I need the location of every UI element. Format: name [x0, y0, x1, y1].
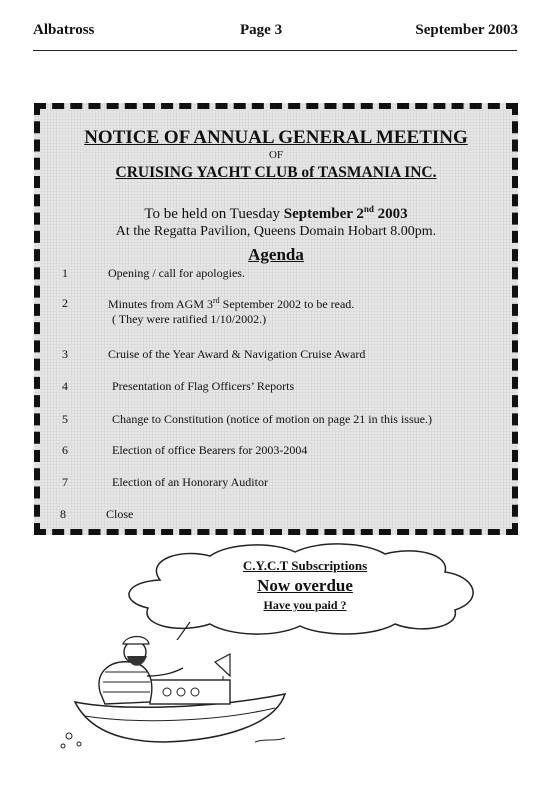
minutes-text-a: Minutes from AGM 3: [108, 297, 213, 311]
minutes-text-b: September 2002 to be read.: [219, 297, 355, 311]
overdue-text: Now overdue: [257, 576, 353, 595]
agenda-item-number: 8: [60, 507, 66, 521]
have-you-paid-text: Have you paid ?: [263, 598, 347, 612]
agenda-item-number: 3: [62, 347, 68, 361]
sailor-boat-illustration-icon: [55, 632, 315, 752]
held-year: 2003: [373, 206, 408, 222]
held-date-suffix: nd: [363, 204, 374, 214]
subscription-reminder: [200, 558, 410, 613]
agenda-item-text: Cruise of the Year Award & Navigation Cruise Award: [108, 347, 366, 361]
agenda-item-text: Close: [106, 507, 134, 521]
agenda-item-text: Change to Constitution (notice of motion on page 21 in this issue.): [112, 412, 432, 426]
club-name: CRUISING YACHT CLUB of TASMANIA INC.: [115, 164, 437, 181]
subscription-heading: C.Y.C.T Subscriptions: [242, 558, 368, 573]
agenda-item-number: 7: [62, 475, 68, 489]
publication-name: Albatross: [33, 22, 95, 38]
minutes-sup: rd: [213, 296, 220, 305]
agm-notice-box: [34, 103, 518, 535]
held-prefix: To be held on Tuesday: [144, 206, 284, 222]
meeting-venue: At the Regatta Pavilion, Queens Domain Hobart 8.00pm.: [115, 224, 437, 239]
header-divider: [33, 50, 517, 51]
notice-title: NOTICE OF ANNUAL GENERAL MEETING: [84, 127, 468, 148]
agenda-item-text: Presentation of Flag Officers’ Reports: [112, 379, 295, 393]
agenda-item-text: Election of office Bearers for 2003-2004: [112, 443, 308, 457]
agenda-heading: Agenda: [248, 245, 304, 264]
issue-date: September 2003: [415, 22, 518, 38]
agenda-item-number: 1: [62, 266, 68, 280]
held-date: September 2: [283, 206, 364, 222]
agenda-item-text: Opening / call for apologies.: [108, 266, 245, 280]
notice-of: OF: [268, 149, 284, 161]
agenda-item-number: 5: [62, 412, 68, 426]
agenda-item-text: Election of an Honorary Auditor: [112, 475, 268, 489]
meeting-date: [40, 204, 512, 223]
agenda-item-number: 6: [62, 443, 68, 457]
agenda-item-number: 2: [62, 296, 68, 310]
agenda-item-text: [108, 296, 354, 312]
agenda-item-subtext: ( They were ratified 1/10/2002.): [112, 312, 267, 326]
page-number: Page 3: [240, 22, 283, 38]
agenda-item-number: 4: [62, 379, 68, 393]
